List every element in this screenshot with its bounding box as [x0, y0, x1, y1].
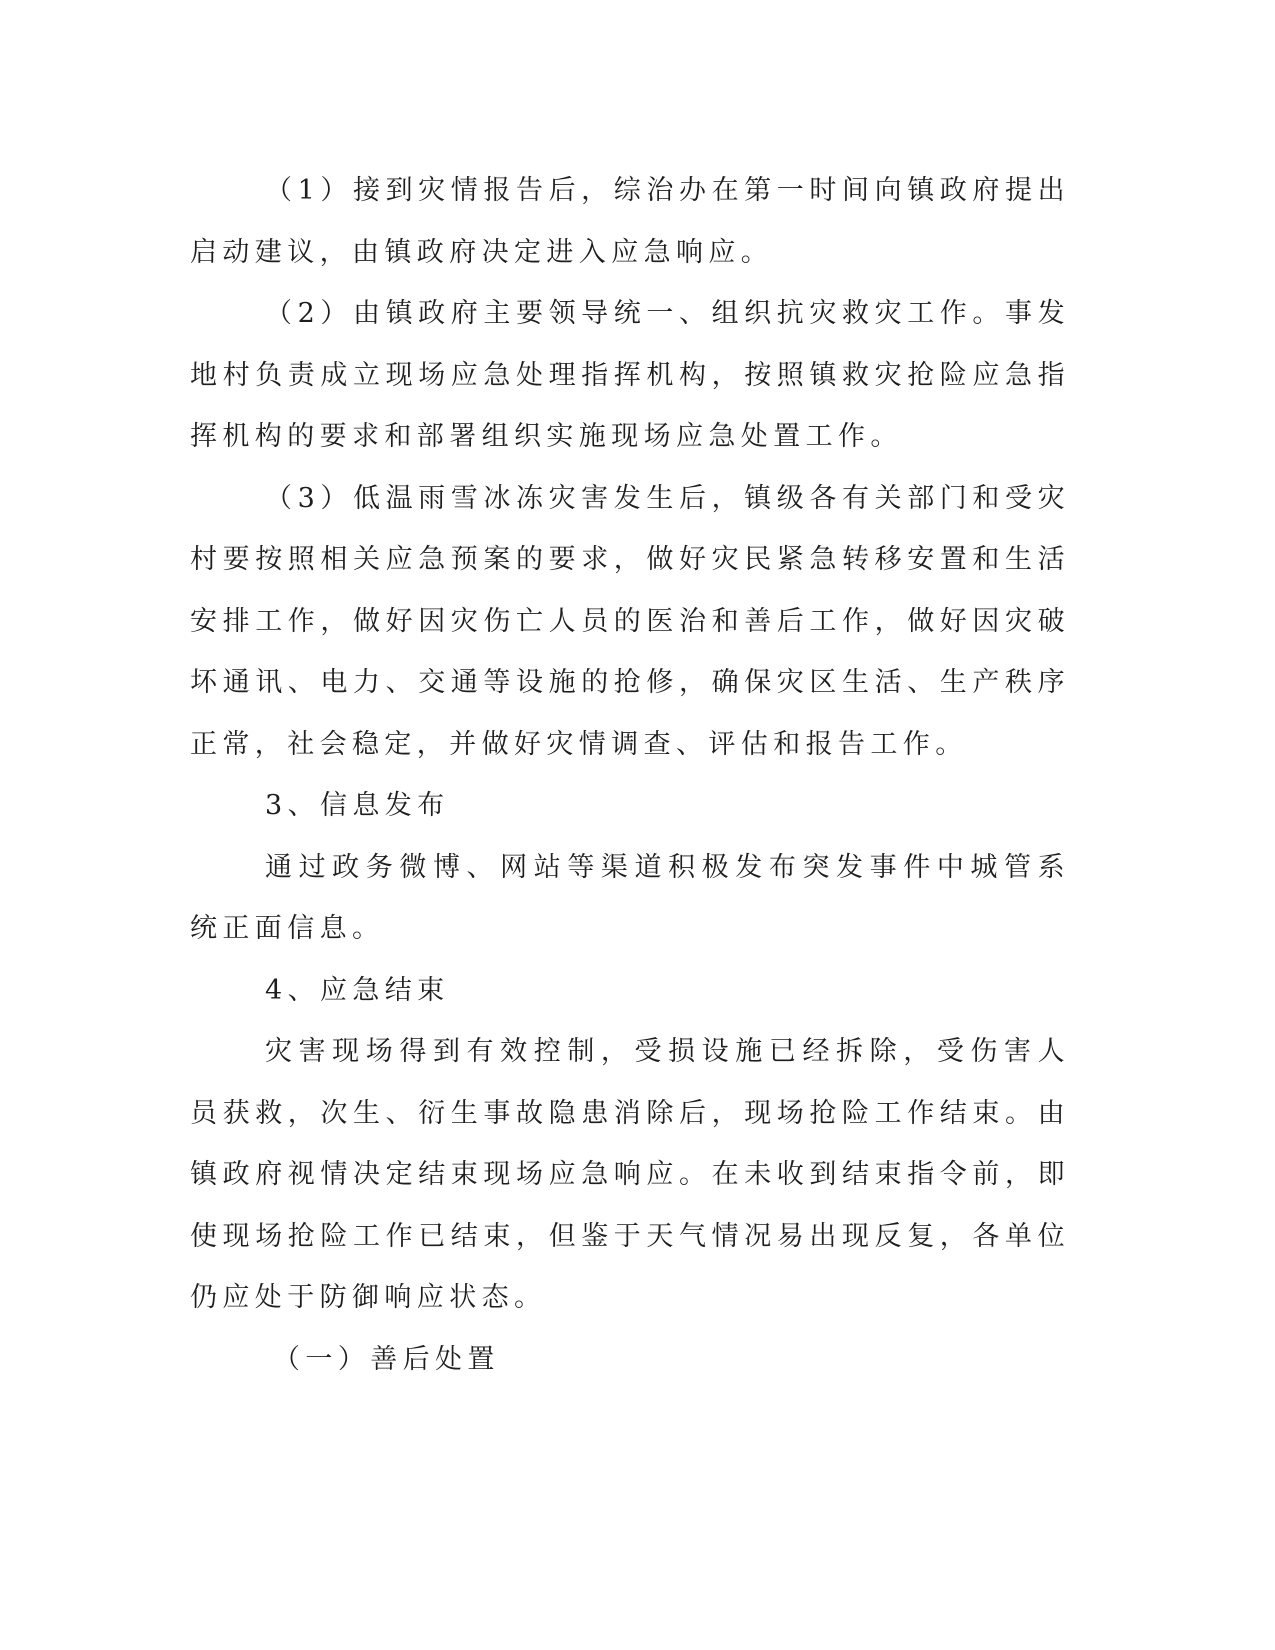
document-body: [190, 160, 1070, 1390]
heading-aftermath-disposal: （一）善后处置: [273, 1343, 500, 1375]
paragraph-disaster-report: （1）接到灾情报告后，综治办在第一时间向镇政府提出启动建议，由镇政府决定进入应急响应。: [190, 175, 1070, 268]
paragraph-information-release: 通过政务微博、网站等渠道积极发布突发事件中城管系统正面信息。: [190, 851, 1070, 944]
heading-emergency-end: 4、应急结束: [265, 974, 450, 1006]
paragraph-emergency-end: 灾害现场得到有效控制，受损设施已经拆除，受伤害人员获救，次生、衍生事故隐患消除后，现场抢险工作结束。由镇政府视情决定结束现场应急响应。在未收到结束指令前，即使现场抢险工作已结束，但鉴于天气情况易出现反复，各单位仍应处于防御响应状态。: [190, 1036, 1070, 1313]
paragraph-town-leadership: （2）由镇政府主要领导统一、组织抗灾救灾工作。事发地村负责成立现场应急处理指挥机构，按照镇救灾抢险应急指挥机构的要求和部署组织实施现场应急处置工作。: [190, 298, 1070, 452]
paragraph-post-disaster-response: （3）低温雨雪冰冻灾害发生后，镇级各有关部门和受灾村要按照相关应急预案的要求，做好灾民紧急转移安置和生活安排工作，做好因灾伤亡人员的医治和善后工作，做好因灾破坏通讯、电力、交通等设施的抢修，确保灾区生活、生产秩序正常，社会稳定，并做好灾情调查、评估和报告工作。: [190, 482, 1070, 760]
heading-information-release: 3、信息发布: [265, 790, 450, 821]
